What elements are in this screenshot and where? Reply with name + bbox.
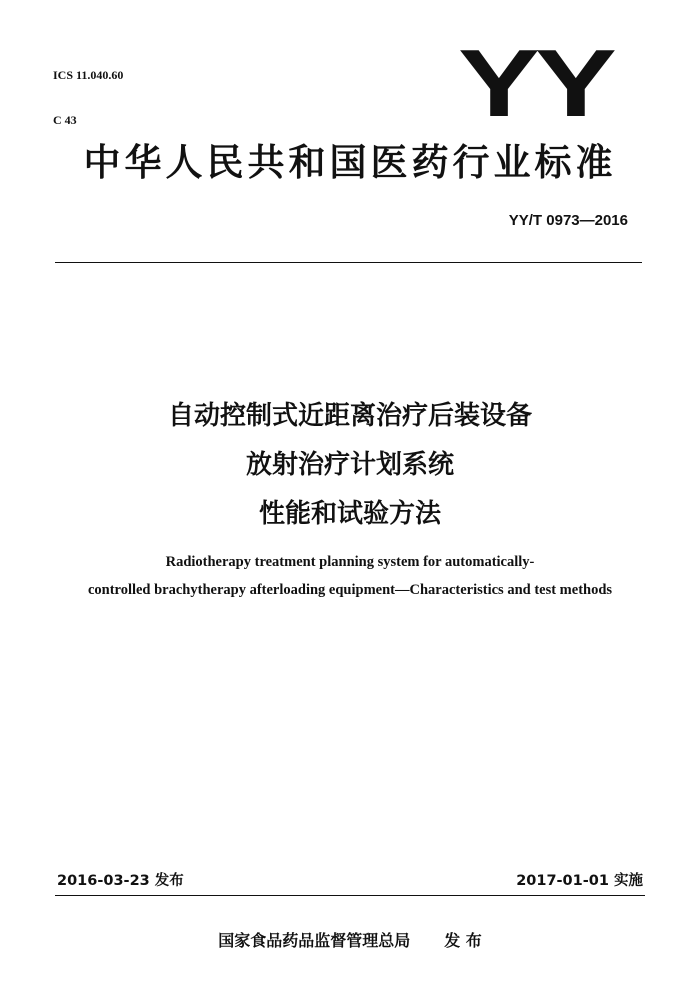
classification-codes — [53, 38, 123, 143]
footer-divider — [55, 895, 645, 896]
chinese-title-line-1: 自动控制式近距离治疗后装设备 — [167, 401, 532, 431]
english-title — [0, 548, 700, 604]
header-divider — [55, 262, 642, 263]
standard-number: YY/T 0973—2016 — [508, 212, 628, 229]
english-title-line-1: Radiotherapy treatment planning system for automatically- — [165, 554, 535, 570]
issuing-authority — [0, 931, 700, 951]
ccs-code: C 43 — [53, 113, 77, 127]
issuer-action: 发 布 — [444, 931, 482, 950]
english-title-line-2: controlled brachytherapy afterloading equipment—Characteristics and test methods — [87, 582, 613, 598]
chinese-title-line-2: 放射治疗计划系统 — [245, 450, 454, 480]
chinese-title — [0, 392, 700, 539]
issue-date: 2016-03-23 发布 — [57, 873, 184, 889]
chinese-title-line-3: 性能和试验方法 — [258, 499, 441, 529]
implementation-date: 2017-01-01 实施 — [516, 873, 643, 889]
organization-heading: 中华人民共和国医药行业标准 — [83, 141, 617, 184]
standard-logo: YY — [458, 30, 612, 137]
ics-code: ICS 11.040.60 — [53, 68, 124, 82]
issuer-name: 国家食品药品监督管理总局 — [218, 931, 411, 950]
